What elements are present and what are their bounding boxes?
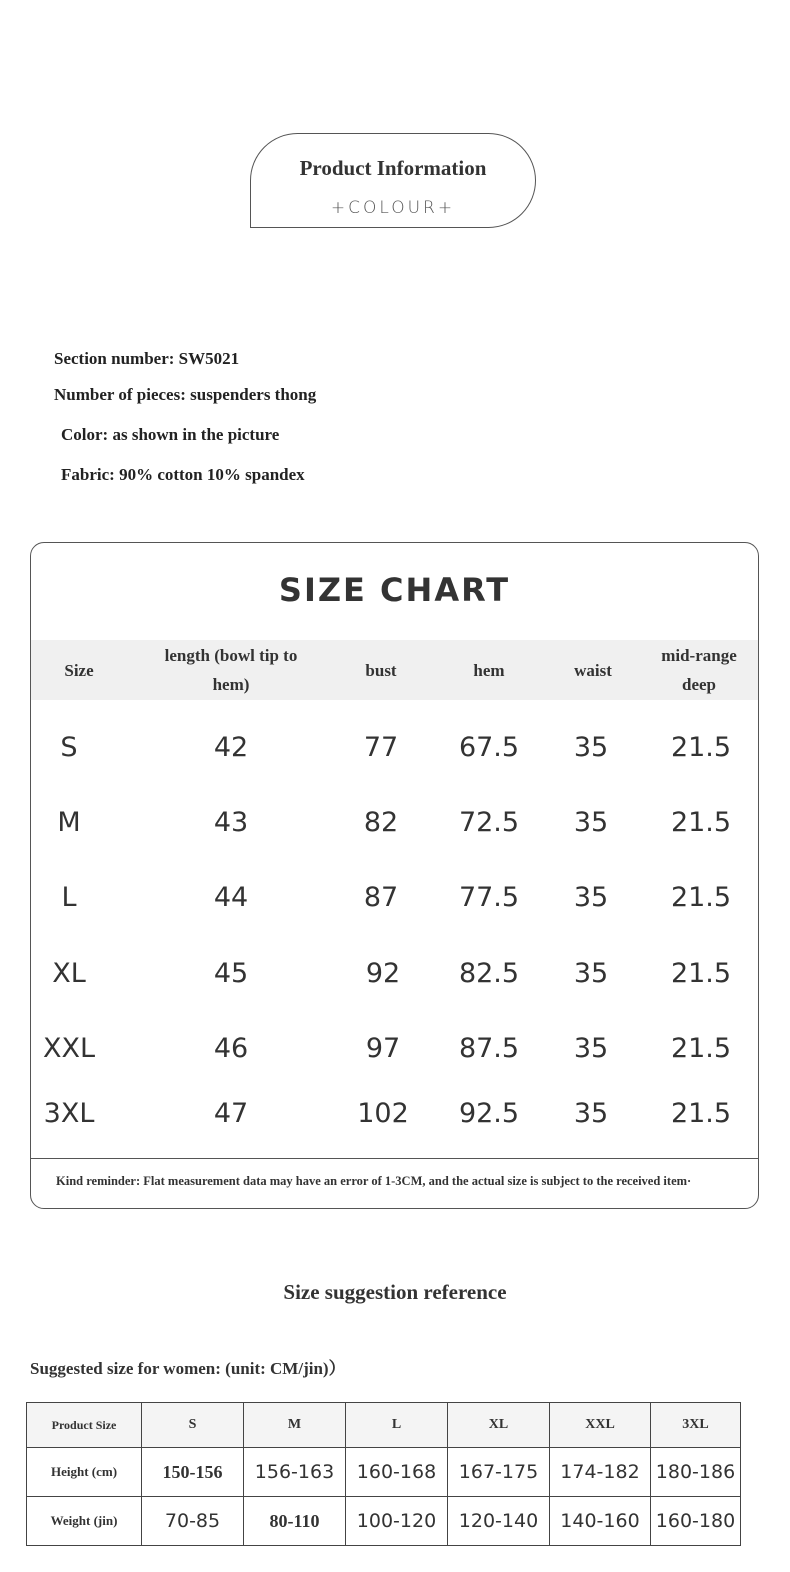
hem-cell: 67.5: [458, 732, 520, 763]
weight-cell: 80-110: [244, 1497, 346, 1546]
size-chart: [30, 542, 759, 1209]
height-cell: 160-168: [346, 1448, 448, 1497]
table-row: [31, 710, 758, 785]
length-cell: 43: [213, 807, 249, 838]
number-of-pieces: Number of pieces: suspenders thong: [54, 385, 317, 404]
table-row: [31, 785, 758, 860]
table-row: [31, 1076, 758, 1151]
length-cell: 47: [213, 1098, 249, 1129]
badge-subtitle: +COLOUR+: [330, 198, 456, 218]
table-row: [31, 936, 758, 1011]
size-cell: XXL: [42, 1033, 96, 1064]
bust-cell: 87: [363, 882, 399, 913]
color-info: Color: as shown in the picture: [61, 425, 280, 444]
mid-range-cell: 21.5: [670, 1033, 732, 1064]
column-header: waist: [574, 660, 612, 680]
badge-title: Product Information: [299, 156, 487, 180]
height-cell: 156-163: [244, 1448, 346, 1497]
size-cell: M: [57, 807, 81, 838]
suggestion-subtitle: Suggested size for women: (unit: CM/jin)）: [30, 1359, 346, 1378]
size-chart-header: [31, 640, 758, 700]
bust-cell: 102: [357, 1098, 409, 1129]
header-cell: XXL: [550, 1403, 651, 1448]
weight-cell: 120-140: [448, 1497, 550, 1546]
weight-cell: 140-160: [550, 1497, 651, 1546]
column-header: Size: [64, 660, 94, 680]
column-header: hem: [473, 660, 505, 680]
product-info-badge: [250, 133, 536, 228]
column-header: length (bowl tip to hem): [164, 646, 298, 694]
mid-range-cell: 21.5: [670, 958, 732, 989]
size-cell: S: [60, 732, 78, 763]
size-cell: L: [61, 882, 77, 913]
column-header: mid-range deep: [661, 646, 737, 694]
column-header: bust: [365, 660, 397, 680]
size-cell: 3XL: [43, 1098, 95, 1129]
bust-cell: 92: [365, 958, 401, 989]
header-cell: S: [142, 1403, 244, 1448]
size-chart-title: SIZE CHART: [278, 571, 511, 609]
header-cell: 3XL: [651, 1403, 741, 1448]
hem-cell: 87.5: [458, 1033, 520, 1064]
height-cell: 180-186: [651, 1448, 741, 1497]
weight-cell: 100-120: [346, 1497, 448, 1546]
bust-cell: 82: [363, 807, 399, 838]
height-cell: 174-182: [550, 1448, 651, 1497]
table-row: [27, 1403, 741, 1448]
table-row: [27, 1448, 741, 1497]
bust-cell: 97: [365, 1033, 401, 1064]
hem-cell: 72.5: [458, 807, 520, 838]
waist-cell: 35: [573, 1098, 609, 1129]
length-cell: 42: [213, 732, 249, 763]
hem-cell: 82.5: [458, 958, 520, 989]
header-cell: XL: [448, 1403, 550, 1448]
mid-range-cell: 21.5: [670, 882, 732, 913]
waist-cell: 35: [573, 807, 609, 838]
waist-cell: 35: [573, 1033, 609, 1064]
weight-cell: 70-85: [142, 1497, 244, 1546]
hem-cell: 92.5: [458, 1098, 520, 1129]
suggestion-title: Size suggestion reference: [283, 1280, 507, 1304]
table-row: [31, 860, 758, 935]
header-cell: Product Size: [27, 1403, 142, 1448]
length-cell: 44: [213, 882, 249, 913]
row-label: Weight (jin): [27, 1497, 142, 1546]
height-cell: 167-175: [448, 1448, 550, 1497]
mid-range-cell: 21.5: [670, 732, 732, 763]
waist-cell: 35: [573, 958, 609, 989]
header-cell: M: [244, 1403, 346, 1448]
table-row: [31, 1011, 758, 1086]
mid-range-cell: 21.5: [670, 807, 732, 838]
kind-reminder: Kind reminder: Flat measurement data may have an error of 1-3CM, and the actual size is subject to the received item·: [56, 1174, 692, 1188]
chart-divider: [31, 1158, 758, 1159]
bust-cell: 77: [363, 732, 399, 763]
weight-cell: 160-180: [651, 1497, 741, 1546]
length-cell: 46: [213, 1033, 249, 1064]
height-cell: 150-156: [142, 1448, 244, 1497]
waist-cell: 35: [573, 882, 609, 913]
header-cell: L: [346, 1403, 448, 1448]
size-cell: XL: [52, 958, 86, 989]
row-label: Height (cm): [27, 1448, 142, 1497]
waist-cell: 35: [573, 732, 609, 763]
mid-range-cell: 21.5: [670, 1098, 732, 1129]
suggestion-table: [26, 1402, 741, 1546]
hem-cell: 77.5: [458, 882, 520, 913]
table-row: [27, 1497, 741, 1546]
fabric-info: Fabric: 90% cotton 10% spandex: [61, 465, 305, 484]
section-number: Section number: SW5021: [54, 349, 240, 368]
length-cell: 45: [213, 958, 249, 989]
